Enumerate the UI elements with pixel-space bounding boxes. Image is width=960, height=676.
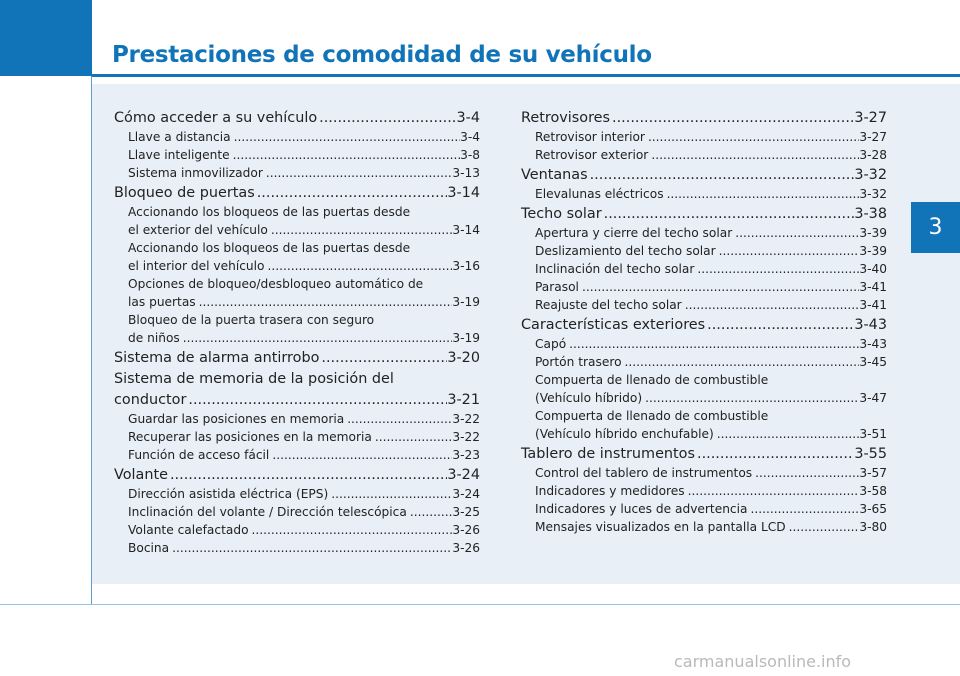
toc-dot-leader [263, 164, 452, 182]
toc-dot-leader [328, 485, 452, 503]
toc-dot-leader [230, 146, 460, 164]
toc-entry-label: Bloqueo de puertas [114, 185, 255, 201]
toc-subsection-entry[interactable] [521, 185, 887, 203]
toc-subsection-entry[interactable] [114, 164, 480, 182]
toc-dot-leader [716, 242, 860, 260]
toc-dot-leader [786, 518, 860, 536]
toc-page-number: 3-26 [452, 523, 480, 537]
toc-entry-label: (Vehículo híbrido) [535, 391, 643, 405]
toc-entry-label: Retrovisor interior [535, 130, 645, 144]
toc-subsection-entry[interactable] [521, 260, 887, 278]
toc-entry-label: Llave inteligente [128, 148, 230, 162]
toc-subsection-entry[interactable] [521, 482, 887, 500]
toc-dot-leader [694, 260, 859, 278]
toc-dot-leader [264, 257, 452, 275]
toc-entry-label: Mensajes visualizados en la pantalla LCD [535, 520, 786, 534]
toc-dot-leader [168, 466, 447, 485]
toc-dot-leader [169, 539, 452, 557]
toc-section-entry[interactable] [521, 109, 887, 128]
toc-entry-label: el exterior del vehículo [128, 223, 268, 237]
toc-subsection-entry[interactable] [114, 221, 480, 239]
toc-section-entry[interactable] [521, 445, 887, 464]
toc-dot-leader [685, 482, 860, 500]
toc-entry-label: Elevalunas eléctricos [535, 187, 664, 201]
toc-page-number: 3-20 [447, 350, 480, 366]
toc-page-number: 3-41 [859, 298, 887, 312]
chapter-tab[interactable]: 3 [911, 202, 960, 253]
toc-section-entry[interactable] [114, 349, 480, 368]
toc-page-number: 3-19 [452, 331, 480, 345]
toc-dot-leader [747, 500, 859, 518]
toc-subsection-entry[interactable] [114, 503, 480, 521]
toc-subsection-entry[interactable] [114, 446, 480, 464]
toc-entry-label: Retrovisor exterior [535, 148, 649, 162]
toc-subsection-line[interactable]: Compuerta de llenado de combustible [535, 409, 769, 423]
toc-subsection-entry[interactable] [521, 518, 887, 536]
toc-subsection-entry[interactable] [114, 410, 480, 428]
toc-entry-label: Deslizamiento del techo solar [535, 244, 716, 258]
toc-entry-label: Bocina [128, 541, 170, 555]
toc-entry-label: (Vehículo híbrido enchufable) [535, 427, 714, 441]
toc-section-entry[interactable] [521, 316, 887, 335]
toc-entry-label: Volante calefactado [128, 523, 249, 537]
toc-entry-label: de niños [128, 331, 180, 345]
toc-page-number: 3-27 [859, 130, 887, 144]
toc-entry-label: Función de acceso fácil [128, 448, 270, 462]
toc-page-number: 3-14 [452, 223, 480, 237]
toc-page-number: 3-4 [456, 110, 480, 126]
toc-entry-label: Cómo acceder a su vehículo [114, 110, 318, 126]
toc-subsection-entry[interactable] [521, 353, 887, 371]
toc-dot-leader [610, 109, 854, 128]
toc-page-number: 3-28 [859, 148, 887, 162]
toc-column-left [114, 107, 480, 557]
toc-subsection-entry[interactable] [521, 278, 887, 296]
toc-dot-leader [231, 128, 461, 146]
toc-page-number: 3-25 [452, 505, 480, 519]
toc-entry-label: Sistema inmovilizador [128, 166, 263, 180]
toc-page-number: 3-40 [859, 262, 887, 276]
toc-page-number: 3-16 [452, 259, 480, 273]
toc-dot-leader [664, 185, 860, 203]
toc-page-number: 3-58 [859, 484, 887, 498]
toc-entry-label: Ventanas [521, 167, 588, 183]
footer-rule [0, 604, 960, 605]
toc-dot-leader [372, 428, 453, 446]
toc-subsection-entry[interactable] [114, 146, 480, 164]
toc-entry-label: Apertura y cierre del techo solar [535, 226, 733, 240]
toc-subsection-entry[interactable] [114, 128, 480, 146]
toc-dot-leader [732, 224, 859, 242]
toc-page-number: 3-13 [452, 166, 480, 180]
toc-entry-label: Dirección asistida eléctrica (EPS) [128, 487, 329, 501]
toc-entry-label: Sistema de alarma antirrobo [114, 350, 320, 366]
toc-dot-leader [648, 146, 859, 164]
toc-page-number: 3-65 [859, 502, 887, 516]
toc-entry-label: Inclinación del techo solar [535, 262, 695, 276]
toc-subsection-entry[interactable] [521, 242, 887, 260]
toc-dot-leader [269, 446, 452, 464]
toc-page-number: 3-39 [859, 244, 887, 258]
watermark-text: carmanualsonline.info [674, 652, 852, 671]
page-title: Prestaciones de comodidad de su vehículo [112, 42, 652, 68]
toc-dot-leader [602, 205, 855, 224]
toc-entry-label: Inclinación del volante / Dirección telescópica [128, 505, 407, 519]
toc-subsection-entry[interactable] [114, 539, 480, 557]
toc-dot-leader [317, 109, 456, 128]
toc-dot-leader [752, 464, 859, 482]
toc-dot-leader [566, 335, 859, 353]
toc-subsection-entry[interactable] [521, 335, 887, 353]
toc-dot-leader [588, 166, 855, 185]
toc-entry-label: Reajuste del techo solar [535, 298, 682, 312]
toc-entry-label: Capó [535, 337, 567, 351]
toc-dot-leader [407, 503, 453, 521]
toc-page-number: 3-47 [859, 391, 887, 405]
toc-page-number: 3-24 [447, 467, 480, 483]
toc-section-entry[interactable] [114, 466, 480, 485]
toc-dot-leader [695, 445, 854, 464]
toc-page-number: 3-23 [452, 448, 480, 462]
header-corner-block [0, 0, 92, 76]
toc-entry-label: conductor [114, 392, 187, 408]
toc-page-number: 3-43 [859, 337, 887, 351]
toc-subsection-entry[interactable] [114, 428, 480, 446]
toc-subsection-entry[interactable] [521, 500, 887, 518]
toc-page-number: 3-22 [452, 412, 480, 426]
toc-dot-leader [682, 296, 860, 314]
toc-page-number: 3-26 [452, 541, 480, 555]
toc-subsection-entry[interactable] [521, 389, 887, 407]
toc-page-number: 3-32 [859, 187, 887, 201]
toc-subsection-line[interactable]: Bloqueo de la puerta trasera con seguro [128, 313, 375, 327]
toc-dot-leader [319, 349, 447, 368]
toc-dot-leader [705, 316, 854, 335]
toc-entry-label: las puertas [128, 295, 196, 309]
toc-section-entry[interactable] [114, 184, 480, 203]
toc-subsection-entry[interactable] [521, 425, 887, 443]
toc-page-number: 3-14 [447, 185, 480, 201]
toc-section-entry[interactable] [114, 391, 480, 410]
toc-page-number: 3-45 [859, 355, 887, 369]
toc-page-number: 3-27 [854, 110, 887, 126]
toc-page-number: 3-57 [859, 466, 887, 480]
toc-page-number: 3-22 [452, 430, 480, 444]
title-underline [92, 74, 960, 77]
toc-subsection-entry[interactable] [114, 293, 480, 311]
toc-entry-label: Techo solar [521, 206, 602, 222]
toc-subsection-entry[interactable] [521, 224, 887, 242]
toc-page-number: 3-21 [447, 392, 480, 408]
toc-section-entry[interactable] [114, 109, 480, 128]
toc-subsection-entry[interactable] [521, 128, 887, 146]
toc-page-number: 3-24 [452, 487, 480, 501]
toc-entry-label: Control del tablero de instrumentos [535, 466, 753, 480]
toc-dot-leader [255, 184, 448, 203]
toc-entry-label: Tablero de instrumentos [521, 446, 695, 462]
toc-dot-leader [196, 293, 453, 311]
toc-dot-leader [642, 389, 859, 407]
toc-entry-label: Volante [114, 467, 168, 483]
toc-page-number: 3-4 [460, 130, 480, 144]
toc-dot-leader [344, 410, 452, 428]
toc-page-number: 3-8 [460, 148, 480, 162]
toc-dot-leader [249, 521, 453, 539]
toc-subsection-entry[interactable] [114, 521, 480, 539]
toc-subsection-entry[interactable] [114, 257, 480, 275]
toc-entry-label: Portón trasero [535, 355, 622, 369]
toc-entry-label: Llave a distancia [128, 130, 231, 144]
toc-subsection-entry[interactable] [114, 485, 480, 503]
toc-page-number: 3-43 [854, 317, 887, 333]
toc-subsection-line[interactable]: Accionando los bloqueos de las puertas desde [128, 241, 411, 255]
toc-page-number: 3-41 [859, 280, 887, 294]
toc-dot-leader [714, 425, 860, 443]
toc-page-number: 3-19 [452, 295, 480, 309]
toc-entry-label: Características exteriores [521, 317, 706, 333]
toc-subsection-entry[interactable] [521, 146, 887, 164]
toc-entry-label: Guardar las posiciones en memoria [128, 412, 345, 426]
toc-dot-leader [622, 353, 860, 371]
toc-subsection-line[interactable]: Compuerta de llenado de combustible [535, 373, 769, 387]
toc-entry-label: Indicadores y medidores [535, 484, 685, 498]
toc-subsection-entry[interactable] [521, 464, 887, 482]
toc-entry-label: Parasol [535, 280, 579, 294]
toc-subsection-line[interactable]: Accionando los bloqueos de las puertas desde [128, 205, 411, 219]
toc-column-right [521, 107, 887, 536]
toc-page-number: 3-38 [854, 206, 887, 222]
toc-dot-leader [180, 329, 453, 347]
toc-dot-leader [186, 391, 447, 410]
toc-section-entry[interactable] [521, 205, 887, 224]
toc-entry-label: Retrovisores [521, 110, 611, 126]
toc-page-number: 3-55 [854, 446, 887, 462]
toc-subsection-entry[interactable] [521, 296, 887, 314]
toc-page-number: 3-80 [859, 520, 887, 534]
toc-entry-label: el interior del vehículo [128, 259, 265, 273]
toc-entry-label: Recuperar las posiciones en la memoria [128, 430, 372, 444]
toc-dot-leader [645, 128, 859, 146]
toc-page-number: 3-51 [859, 427, 887, 441]
toc-section-line[interactable]: Sistema de memoria de la posición del [114, 371, 394, 387]
toc-page-number: 3-39 [859, 226, 887, 240]
toc-dot-leader [579, 278, 859, 296]
toc-subsection-line[interactable]: Opciones de bloqueo/desbloqueo automático de [128, 277, 424, 291]
toc-dot-leader [268, 221, 452, 239]
toc-entry-label: Indicadores y luces de advertencia [535, 502, 748, 516]
toc-subsection-entry[interactable] [114, 329, 480, 347]
toc-page-number: 3-32 [854, 167, 887, 183]
toc-section-entry[interactable] [521, 166, 887, 185]
